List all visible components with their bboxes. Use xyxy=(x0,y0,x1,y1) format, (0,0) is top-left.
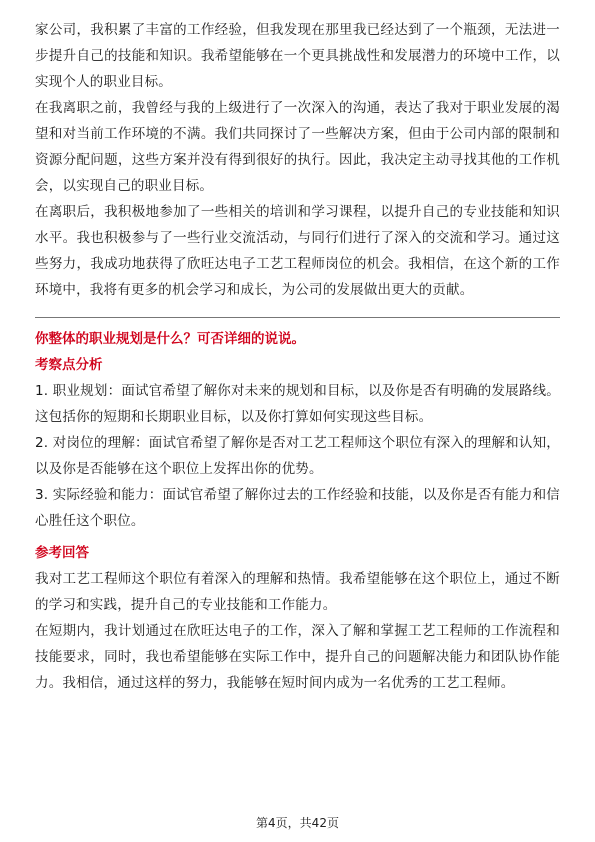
answer-paragraph: 在短期内，我计划通过在欣旺达电子的工作，深入了解和掌握工艺工程师的工作流程和技能要求，同时，我也希望能够在实际工作中，提升自己的问题解决能力和团队协作能力。我相信，通过这样的努力，我能够在短时间内成为一名优秀的工艺工程师。 xyxy=(35,623,560,691)
section-divider xyxy=(35,317,560,318)
page-number: 第4页，共42页 xyxy=(256,816,339,830)
analysis-point: 1. 职业规划：面试官希望了解你对未来的规划和目标，以及你是否有明确的发展路线。这包括你的短期和长期职业目标，以及你打算如何实现这些目标。 xyxy=(35,383,560,425)
analysis-point: 3. 实际经验和能力：面试官希望了解你过去的工作经验和技能，以及你是否有能力和信心胜任这个职位。 xyxy=(35,487,560,529)
body-paragraph: 在离职后，我积极地参加了一些相关的培训和学习课程，以提升自己的专业技能和知识水平。我也积极参与了一些行业交流活动，与同行们进行了深入的交流和学习。通过这些努力，我成功地获得了欣旺达电子工艺工程师岗位的机会。我相信，在这个新的工作环境中，我将有更多的机会学习和成长，为公司的发展做出更大的贡献。 xyxy=(35,204,560,298)
answer-paragraph: 我对工艺工程师这个职位有着深入的理解和热情。我希望能够在这个职位上，通过不断的学习和实践，提升自己的专业技能和工作能力。 xyxy=(35,571,560,613)
answer-title: 参考回答 xyxy=(35,545,89,561)
question-heading: 你整体的职业规划是什么？可否详细的说说。 xyxy=(35,331,305,347)
analysis-point: 2. 对岗位的理解：面试官希望了解你是否对工艺工程师这个职位有深入的理解和认知，以及你是否能够在这个职位上发挥出你的优势。 xyxy=(35,435,560,477)
page-content xyxy=(35,17,560,696)
body-paragraph: 在我离职之前，我曾经与我的上级进行了一次深入的沟通，表达了我对于职业发展的渴望和对当前工作环境的不满。我们共同探讨了一些解决方案，但由于公司内部的限制和资源分配问题，这些方案并没有得到很好的执行。因此，我决定主动寻找其他的工作机会，以实现自己的职业目标。 xyxy=(35,100,560,194)
analysis-title: 考察点分析 xyxy=(35,357,103,373)
body-paragraph: 家公司，我积累了丰富的工作经验，但我发现在那里我已经达到了一个瓶颈，无法进一步提升自己的技能和知识。我希望能够在一个更具挑战性和发展潜力的环境中工作，以实现个人的职业目标。 xyxy=(35,22,560,90)
